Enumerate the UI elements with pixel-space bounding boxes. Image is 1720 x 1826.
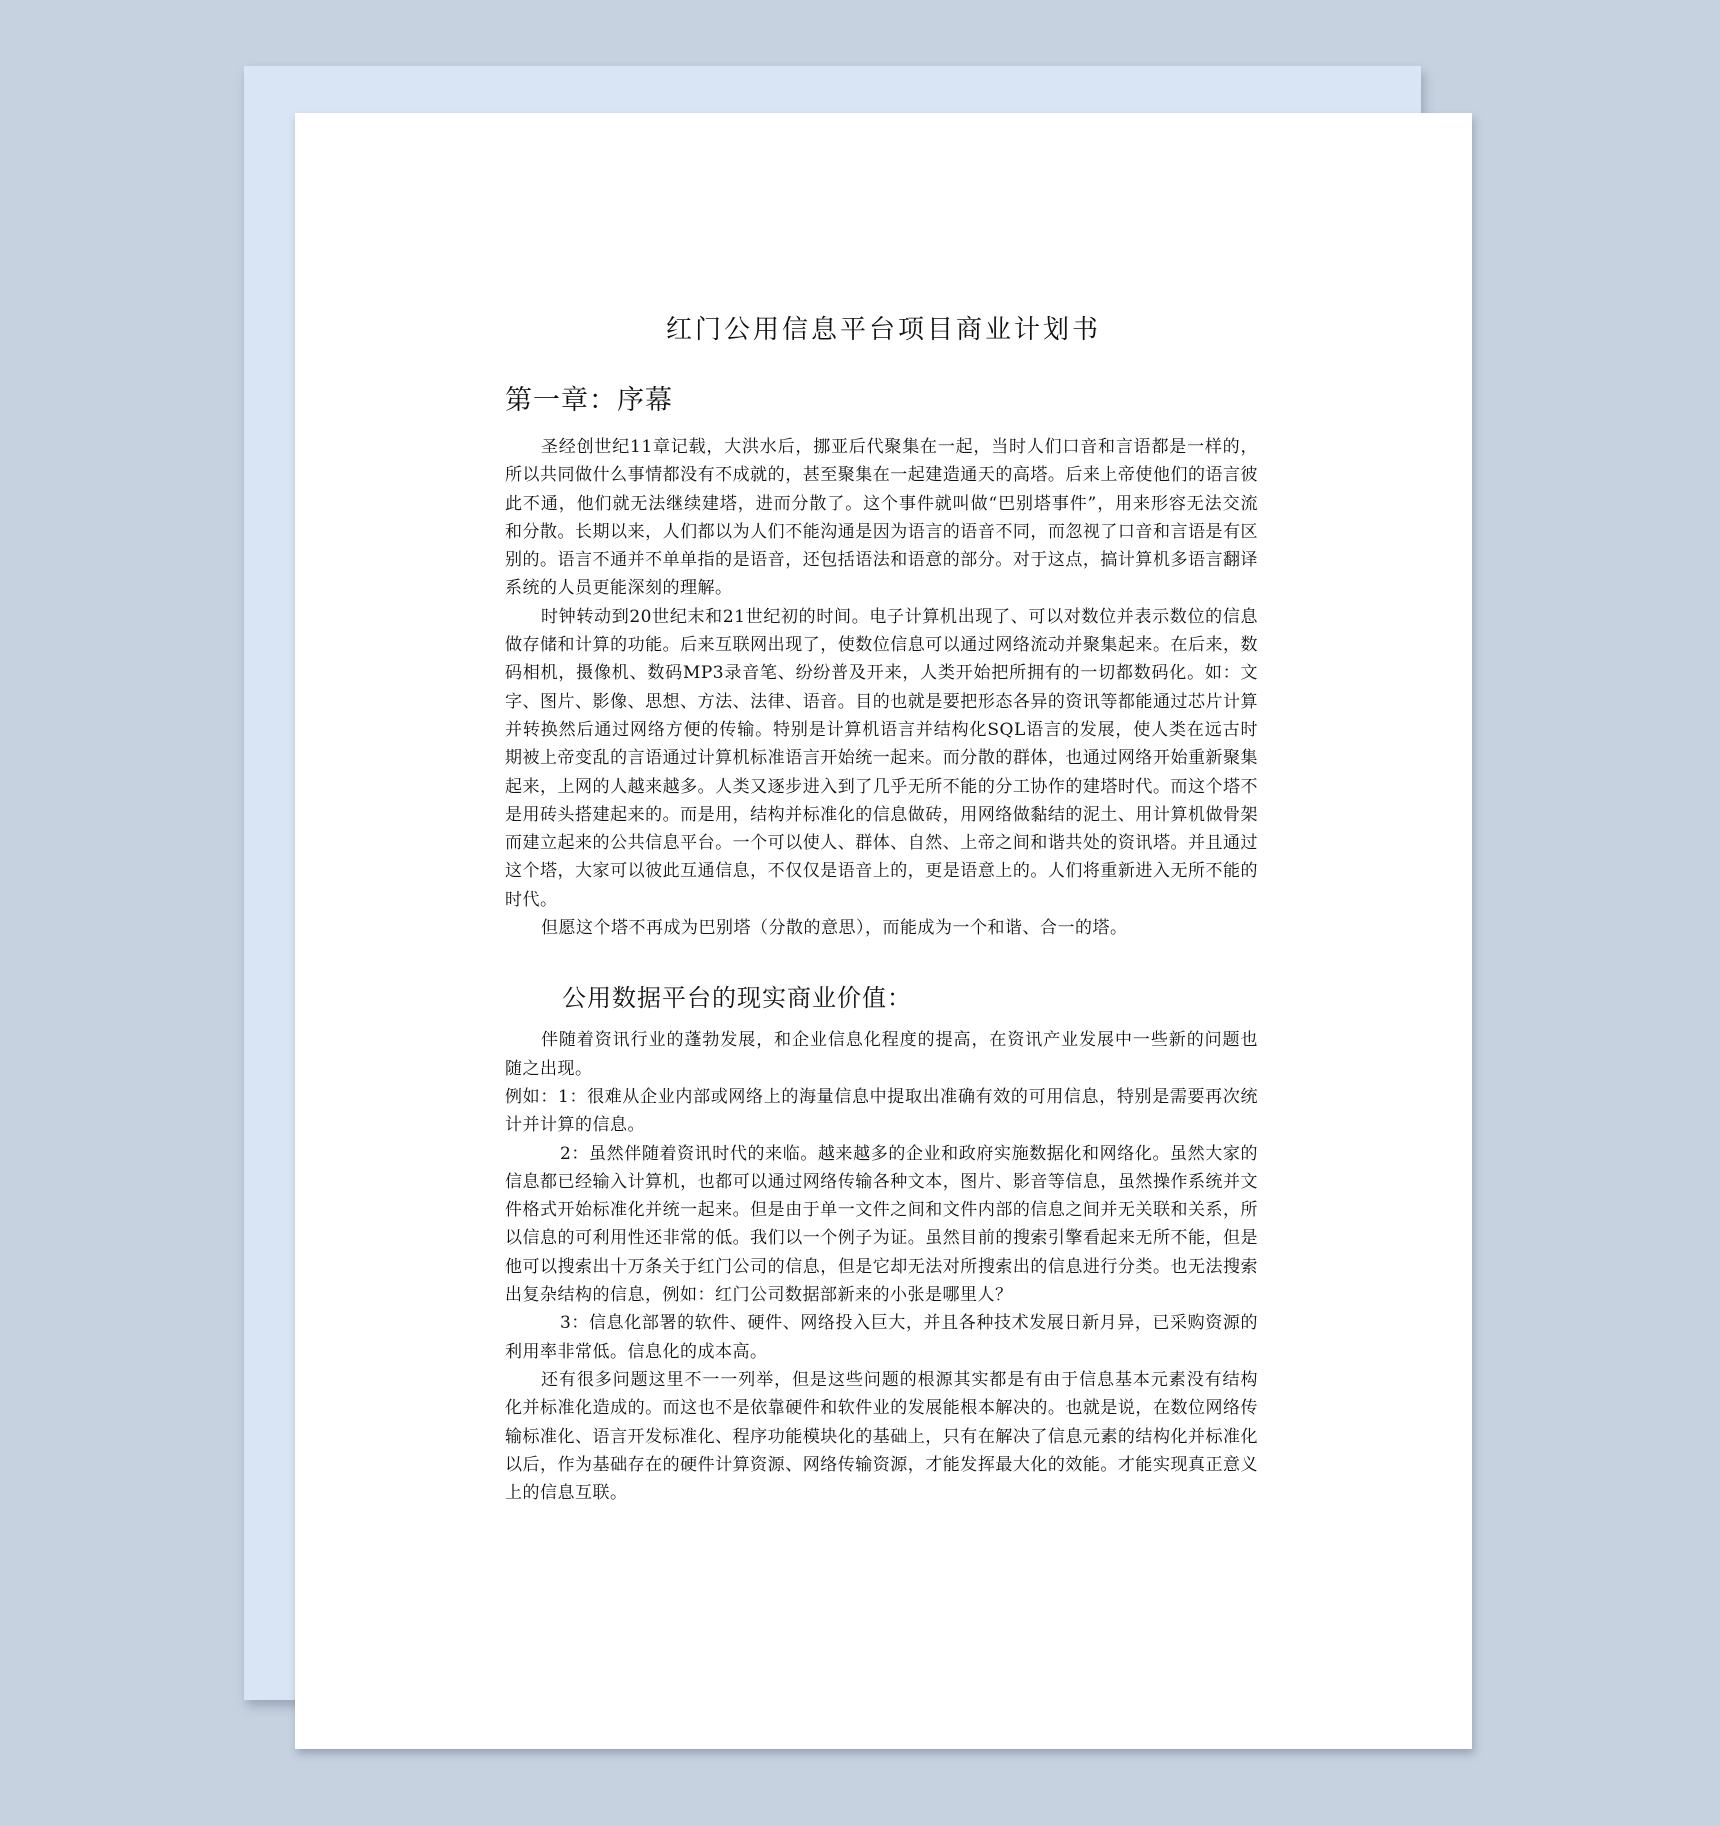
paragraph: 伴随着资讯行业的蓬勃发展，和企业信息化程度的提高，在资讯产业发展中一些新的问题也随之出现。 — [505, 1030, 1258, 1079]
paragraph: 时钟转动到20世纪末和21世纪初的时间。电子计算机出现了、可以对数位并表示数位的信息做存储和计算的功能。后来互联网出现了，使数位信息可以通过网络流动并聚集起来。在后来，数码相机，摄像机、数码MP3录音笔、纷纷普及开来，人类开始把所拥有的一切都数码化。如：文字、图片、影像、思想、方法、法律、语音。目的也就是要把形态各异的资讯等都能通过芯片计算并转换然后通过网络方便的传输。特别是计算机语言并结构化SQL语言的发展，使人类在远古时期被上帝变乱的言语通过计算机标准语言开始统一起来。而分散的群体，也通过网络开始重新聚集起来，上网的人越来越多。人类又逐步进入到了几乎无所不能的分工协作的建塔时代。而这个塔不是用砖头搭建起来的。而是用，结构并标准化的信息做砖，用网络做黏结的泥土、用计算机做骨架而建立起来的公共信息平台。一个可以使人、群体、自然、上帝之间和谐共处的资讯塔。并且通过这个塔，大家可以彼此互通信息，不仅仅是语音上的，更是语意上的。人们将重新进入无所不能的时代。 — [505, 606, 1258, 910]
paragraph: 还有很多问题这里不一一列举，但是这些问题的根源其实都是有由于信息基本元素没有结构化并标准化造成的。而这也不是依靠硬件和软件业的发展能根本解决的。也就是说，在数位网络传输标准化、语言开发标准化、程序功能模块化的基础上，只有在解决了信息元素的结构化并标准化以后，作为基础存在的硬件计算资源、网络传输资源，才能发挥最大化的效能。才能实现真正意义上的信息互联。 — [505, 1369, 1258, 1504]
paragraph: 但愿这个塔不再成为巴别塔（分散的意思），而能成为一个和谐、合一的塔。 — [541, 918, 1128, 939]
document-title: 红门公用信息平台项目商业计划书 — [665, 315, 1101, 345]
document-page — [295, 113, 1472, 1749]
paragraph: 圣经创世纪11章记载，大洪水后，挪亚后代聚集在一起，当时人们口音和言语都是一样的，所以共同做什么事情都没有不成就的，甚至聚集在一起建造通天的高塔。后来上帝使他们的语言彼此不通，他们就无法继续建塔，进而分散了。这个事件就叫做“巴别塔事件”，用来形容无法交流和分散。长期以来，人们都以为人们不能沟通是因为语言的语音不同，而忽视了口音和言语是有区别的。语言不通并不单单指的是语音，还包括语法和语意的部分。对于这点，搞计算机多语言翻译系统的人员更能深刻的理解。 — [505, 437, 1258, 599]
document-body — [505, 383, 1258, 1507]
chapter-heading: 第一章：序幕 — [505, 385, 673, 416]
list-item: 3：信息化部署的软件、硬件、网络投入巨大，并且各种技术发展日新月异，已采购资源的利用率非常低。信息化的成本高。 — [505, 1313, 1258, 1362]
section-heading: 公用数据平台的现实商业价值： — [562, 984, 912, 1013]
list-item: 2：虽然伴随着资讯时代的来临。越来越多的企业和政府实施数据化和网络化。虽然大家的信息都已经输入计算机，也都可以通过网络传输各种文本，图片、影音等信息，虽然操作系统并文件格式开始标准化并统一起来。但是由于单一文件之间和文件内部的信息之间并无关联和关系，所以信息的可利用性还非常的低。我们以一个例子为证。虽然目前的搜索引擎看起来无所不能，但是他可以搜索出十万条关于红门公司的信息，但是它却无法对所搜索出的信息进行分类。也无法搜索出复杂结构的信息，例如：红门公司数据部新来的小张是哪里人？ — [505, 1143, 1258, 1306]
list-item: 例如：1：很难从企业内部或网络上的海量信息中提取出准确有效的可用信息，特别是需要再次统计并计算的信息。 — [505, 1086, 1258, 1136]
